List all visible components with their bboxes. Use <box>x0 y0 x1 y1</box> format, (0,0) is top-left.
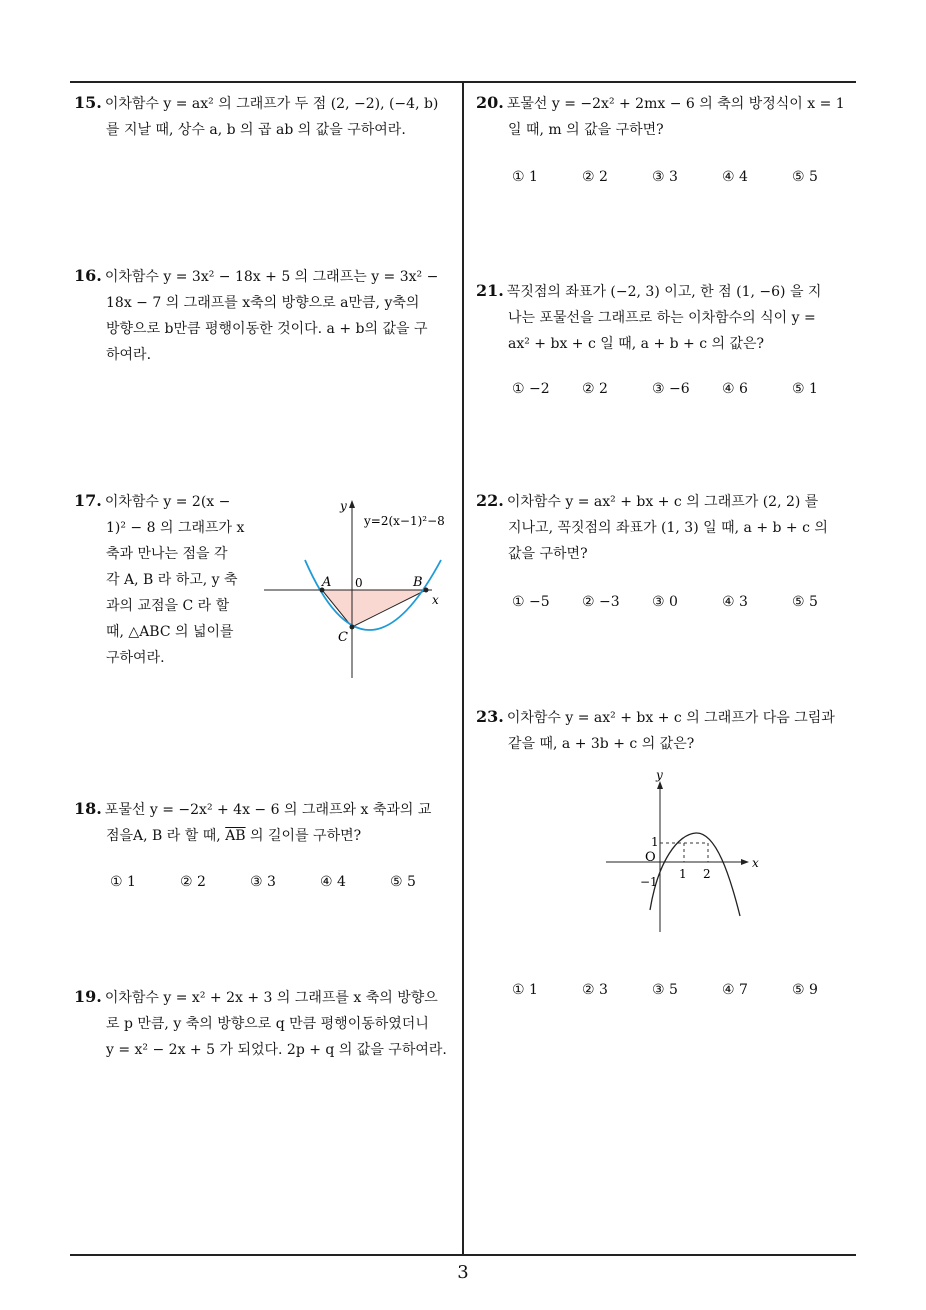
choice-1[interactable]: ① 1 <box>110 874 136 890</box>
point-c-label: C <box>338 630 348 645</box>
problem-text-line: 18x − 7 의 그래프를 x축의 방향으로 a만큼, y축의 <box>106 295 420 311</box>
x-axis-label: x <box>752 856 759 870</box>
problem-text-line: 꼭짓점의 좌표가 (−2, 3) 이고, 한 점 (1, −6) 을 지 <box>506 284 822 300</box>
problem-text-line: 이차함수 y = 3x² − 18x + 5 의 그래프는 y = 3x² − <box>104 269 439 285</box>
problem-number: 19. <box>74 987 102 1006</box>
y-axis-arrow <box>657 781 663 789</box>
problem-text-line: 포물선 y = −2x² + 4x − 6 의 그래프와 x 축과의 교 <box>104 802 432 818</box>
choice-5[interactable]: ⑤ 1 <box>792 381 818 397</box>
x-axis-arrow <box>741 859 749 865</box>
choice-2[interactable]: ② 2 <box>582 381 608 397</box>
choice-4[interactable]: ④ 4 <box>722 169 748 185</box>
problem-23 <box>476 704 862 757</box>
problem-number: 18. <box>74 799 102 818</box>
curve-equation: y=2(x−1)²−8 <box>364 514 445 528</box>
problem-text-line: 포물선 y = −2x² + 2mx − 6 의 축의 방정식이 x = 1 <box>506 96 845 112</box>
bottom-rule <box>70 1254 856 1256</box>
choice-3[interactable]: ③ −6 <box>652 381 690 397</box>
problem-text-line: 의 길이를 구하면? <box>250 828 362 844</box>
y-tick-neg-one: −1 <box>640 875 658 889</box>
choice-5[interactable]: ⑤ 5 <box>390 874 416 890</box>
problem-number: 20. <box>476 93 504 112</box>
choice-4[interactable]: ④ 6 <box>722 381 748 397</box>
x-tick-2: 2 <box>703 867 711 881</box>
point-a-label: A <box>322 575 332 590</box>
problem-17-figure <box>260 492 460 684</box>
problem-number: 21. <box>476 281 504 300</box>
origin-label: O <box>645 850 656 865</box>
problem-text-line: ax² + bx + c 일 때, a + b + c 의 값은? <box>508 336 765 352</box>
problem-text-line: 이차함수 y = ax² 의 그래프가 두 점 (2, −2), (−4, b) <box>104 96 439 112</box>
choice-4[interactable]: ④ 3 <box>722 594 748 610</box>
problem-text-line: 같을 때, a + 3b + c 의 값은? <box>508 736 695 752</box>
choice-2[interactable]: ② 2 <box>180 874 206 890</box>
problem-17 <box>74 488 264 671</box>
problem-text-line: 각 A, B 라 하고, y 축 <box>106 572 238 588</box>
choice-2[interactable]: ② 2 <box>582 169 608 185</box>
choice-1[interactable]: ① 1 <box>512 169 538 185</box>
choice-2[interactable]: ② 3 <box>582 982 608 998</box>
problem-text-line: 를 지날 때, 상수 a, b 의 곱 ab 의 값을 구하여라. <box>106 122 406 138</box>
problem-number: 16. <box>74 266 102 285</box>
problem-text-line: 방향으로 b만큼 평행이동한 것이다. a + b의 값을 구 <box>106 321 428 337</box>
problem-16 <box>74 263 458 368</box>
page-number: 3 <box>457 1262 469 1283</box>
problem-number: 17. <box>74 491 102 510</box>
problem-text-line: 이차함수 y = ax² + bx + c 의 그래프가 다음 그림과 <box>506 710 835 726</box>
problem-number: 15. <box>74 93 102 112</box>
column-divider <box>462 81 464 1256</box>
choice-4[interactable]: ④ 4 <box>320 874 346 890</box>
triangle-abc-fill <box>322 590 426 627</box>
x-axis-label: x <box>432 593 439 607</box>
choice-3[interactable]: ③ 0 <box>652 594 678 610</box>
problem-text-line: 이차함수 y = 2(x − <box>104 494 231 510</box>
point-b <box>424 588 429 593</box>
choice-1[interactable]: ① −2 <box>512 381 550 397</box>
problem-number: 23. <box>476 707 504 726</box>
segment-ab: $\overline{AB}$ <box>225 828 246 844</box>
problem-text-line: 구하여라. <box>106 650 165 666</box>
problem-text-line: 1)² − 8 의 그래프가 x <box>106 520 245 536</box>
problem-text-line: 이차함수 y = x² + 2x + 3 의 그래프를 x 축의 방향으 <box>104 990 438 1006</box>
problem-text-line: 지나고, 꼭짓점의 좌표가 (1, 3) 일 때, a + b + c 의 <box>508 520 828 536</box>
problem-text-line: 하여라. <box>106 347 152 363</box>
choice-2[interactable]: ② −3 <box>582 594 620 610</box>
problem-text-line: 일 때, m 의 값을 구하면? <box>508 122 664 138</box>
problem-text-line: 점을A, B 라 할 때, <box>106 828 221 844</box>
choice-3[interactable]: ③ 5 <box>652 982 678 998</box>
y-axis-label: y <box>340 499 347 513</box>
problem-23-figure <box>600 766 770 938</box>
point-b-label: B <box>413 575 423 590</box>
point-c <box>350 625 355 630</box>
y-axis-label: y <box>656 768 663 782</box>
y-tick-one: 1 <box>651 835 659 849</box>
origin-label: 0 <box>355 576 363 590</box>
choice-1[interactable]: ① 1 <box>512 982 538 998</box>
choice-3[interactable]: ③ 3 <box>250 874 276 890</box>
x-tick-1: 1 <box>679 867 687 881</box>
problem-text-line: 이차함수 y = ax² + bx + c 의 그래프가 (2, 2) 를 <box>506 494 819 510</box>
problem-15 <box>74 90 458 143</box>
problem-18 <box>74 796 458 849</box>
problem-text-line: 로 p 만큼, y 축의 방향으로 q 만큼 평행이동하였더니 <box>106 1016 429 1032</box>
choice-1[interactable]: ① −5 <box>512 594 550 610</box>
problem-text-line: y = x² − 2x + 5 가 되었다. 2p + q 의 값을 구하여라. <box>106 1042 447 1058</box>
problem-21 <box>476 278 862 357</box>
parabola-curve <box>650 833 740 916</box>
problem-text-line: 나는 포물선을 그래프로 하는 이차함수의 식이 y = <box>508 310 816 326</box>
choice-5[interactable]: ⑤ 9 <box>792 982 818 998</box>
problem-number: 22. <box>476 491 504 510</box>
problem-20 <box>476 90 862 143</box>
problem-text-line: 축과 만나는 점을 각 <box>106 546 228 562</box>
y-axis-arrow <box>349 500 355 508</box>
choice-3[interactable]: ③ 3 <box>652 169 678 185</box>
problem-22 <box>476 488 862 567</box>
choice-5[interactable]: ⑤ 5 <box>792 594 818 610</box>
choice-4[interactable]: ④ 7 <box>722 982 748 998</box>
problem-text-line: 과의 교점을 C 라 할 <box>106 598 230 614</box>
choice-5[interactable]: ⑤ 5 <box>792 169 818 185</box>
problem-text-line: 값을 구하면? <box>508 546 588 562</box>
problem-text-line: 때, △ABC 의 넓이를 <box>106 624 234 640</box>
problem-19 <box>74 984 458 1063</box>
